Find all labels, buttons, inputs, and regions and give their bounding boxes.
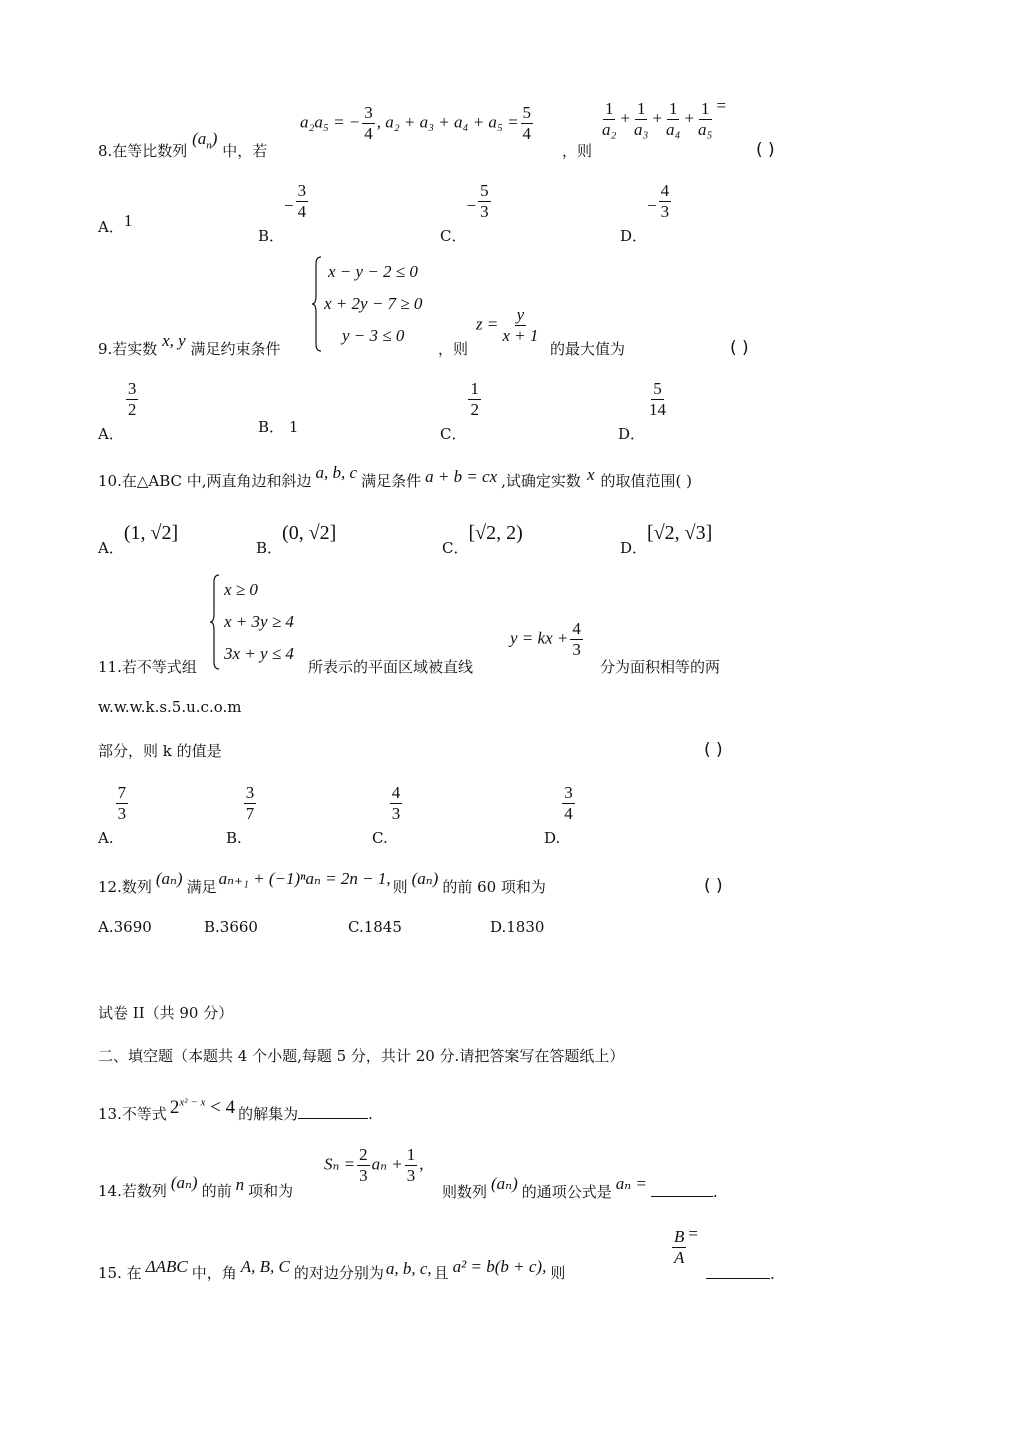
q11-stem-b: 所表示的平面区域被直线 — [308, 658, 474, 676]
q14-seq: (aₙ) — [170, 1173, 198, 1192]
q8-stem-b: 中，若 — [222, 142, 268, 160]
q12-stem: 12.数列 (aₙ) 满足 aₙ₊₁ + (−1)ⁿaₙ = 2n − 1, 则 (aₙ) 的前 60 项和为 — [98, 869, 546, 896]
q12-answer-paren: ( ) — [704, 876, 723, 896]
q9-constraint-3: y − 3 ≤ 0 — [342, 326, 405, 345]
q9-constraint-1: x − y − 2 ≤ 0 — [328, 262, 418, 281]
q14-var-n: n — [235, 1175, 245, 1194]
q8-term-2: $\frac{1}{\text{a₃}}$ — [634, 99, 649, 139]
q11-option-c[interactable]: C. $\frac{4}{3}$ — [372, 783, 401, 848]
q8-cond-frac-1: $\frac{3}{4}$ — [364, 103, 373, 143]
q11-watermark: w.w.w.k.s.5.u.c.o.m — [98, 698, 242, 716]
q15-answer: . — [706, 1262, 775, 1283]
q8-option-d[interactable]: D．− $\frac{4}{3}$ — [620, 181, 670, 246]
q13-inequality: $2^{x^2 - x} < 4$ — [169, 1096, 236, 1118]
q15-angles: A, B, C — [240, 1257, 290, 1276]
q15: 15. 在 ΔABC 中，角 A, B, C 的对边分别为 a, b, c, 且 a² = b(b + c), 则 — [98, 1257, 566, 1282]
q11-constraint-1: x ≥ 0 — [224, 580, 258, 599]
q11-constraint-3: 3x + y ≤ 4 — [224, 644, 294, 663]
q10-option-c[interactable]: C．[√2, 2) — [442, 522, 523, 557]
q8-stem-a: 8.在等比数列 — [98, 142, 188, 160]
q11-constraint-system — [210, 574, 310, 670]
q9-constraint-2: x + 2y − 7 ≥ 0 — [324, 294, 423, 313]
q15-condition: a² = b(b + c), — [452, 1257, 547, 1276]
q10-option-a[interactable]: A．(1, √2] — [98, 522, 179, 557]
q13: 13.不等式 $2^{x^2 - x} < 4$ 的解集为 . — [98, 1096, 373, 1123]
q14: 14.若数列 (aₙ) 的前 n 项和为 — [98, 1173, 294, 1200]
q9-option-d[interactable]: D． $\frac{5}{14}$ — [618, 379, 667, 444]
q12-option-a[interactable]: A.3690 — [98, 918, 152, 936]
q9-answer-paren: ( ) — [730, 338, 749, 358]
q10-vars: a, b, c — [315, 463, 358, 482]
q11-option-a[interactable]: A. $\frac{7}{3}$ — [98, 783, 127, 848]
q14-answer-blank[interactable] — [651, 1180, 713, 1197]
q14-an: aₙ = — [615, 1174, 647, 1193]
q12-seq-2: (aₙ) — [411, 869, 439, 888]
q12-seq: (aₙ) — [155, 869, 183, 888]
q8-cond-frac-2: $\frac{5}{4}$ — [522, 103, 532, 143]
q9-objective: z = $\frac{y}{x + 1}$ — [476, 305, 539, 345]
q8-term-4: $\frac{1}{\text{a₅}}$ — [698, 99, 713, 139]
q9-then: ，则 — [438, 340, 469, 358]
q9-stem: 9.若实数 x, y 满足约束条件 — [98, 331, 281, 358]
q8-seq: $(a_n)$ — [192, 129, 218, 152]
q11-stem-c: 分为面积相等的两 — [600, 658, 721, 676]
q15-triangle: ΔABC — [145, 1257, 188, 1276]
q12-option-d[interactable]: D.1830 — [490, 918, 545, 936]
q9-option-c[interactable]: C． $\frac{1}{2}$ — [440, 379, 479, 444]
q14-tail: 则数列 (aₙ) 的通项公式是 aₙ = . — [442, 1174, 718, 1201]
q8-option-b[interactable]: B．− $\frac{3}{4}$ — [258, 181, 307, 246]
q9-stem-c: 的最大值为 — [550, 340, 626, 358]
q10-option-d[interactable]: D．[√2, √3] — [620, 522, 713, 557]
q8-option-c[interactable]: C．− $\frac{5}{3}$ — [440, 181, 489, 246]
q15-ratio: $\frac{B}{A}$ = — [674, 1224, 698, 1267]
q8-condition: a₂a₅ = − $\frac{3}{4}$ , a₂ + a₃ + a₄ + a₅ = $\frac{5}{4}$ — [300, 103, 532, 143]
q8-reciprocal-sum: $\frac{1}{\text{a₂}}$ + $\frac{1}{\text{a₃}}$ + $\frac{1}{\text{a₄}}$ + $\frac{1}{\text{a₅}}$ = — [602, 96, 727, 139]
q9-vars: x, y — [162, 331, 186, 350]
q13-answer-blank[interactable] — [298, 1102, 368, 1119]
q8-then: ，则 — [562, 142, 593, 160]
q8-stem — [98, 129, 268, 163]
q11-stem-d: 部分，则 k 的值是 — [98, 742, 222, 760]
q11-option-b[interactable]: B. $\frac{3}{7}$ — [226, 783, 255, 848]
q10-var-x: x — [586, 465, 595, 484]
left-brace-icon — [312, 256, 322, 352]
q12-recurrence: aₙ₊₁ + (−1)ⁿaₙ = 2n − 1, — [218, 869, 391, 888]
q15-sides: a, b, c, — [385, 1259, 432, 1278]
q9-constraint-system — [312, 256, 442, 352]
q10-option-b[interactable]: B．(0, √2] — [256, 522, 337, 557]
q11-line: y = kx + $\frac{4}{3}$ — [510, 619, 581, 659]
q14-sum-formula: Sₙ = $\frac{2}{3}$ aₙ + $\frac{1}{3}$ , — [324, 1145, 424, 1185]
q11-answer-paren: ( ) — [704, 740, 723, 760]
q8-answer-paren: ( ) — [756, 140, 775, 160]
q14-seq-2: (aₙ) — [491, 1174, 518, 1193]
left-brace-icon — [210, 574, 220, 670]
q8-term-3: $\frac{1}{\text{a₄}}$ — [666, 99, 681, 139]
q12-option-c[interactable]: C.1845 — [348, 918, 402, 936]
q10-condition: a + b = cx — [425, 467, 498, 486]
section-heading: 二、填空题（本题共 4 个小题,每题 5 分，共计 20 分.请把答案写在答题纸上） — [98, 1047, 625, 1065]
q12-option-b[interactable]: B.3660 — [204, 918, 258, 936]
q11-stem-a: 11.若不等式组 — [98, 658, 197, 676]
q11-option-d[interactable]: D. $\frac{3}{4}$ — [544, 783, 573, 848]
q9-option-a[interactable]: A． $\frac{3}{2}$ — [98, 379, 137, 444]
q8-term-1: $\frac{1}{\text{a₂}}$ — [602, 99, 617, 139]
q10-stem: 10.在△ABC 中,两直角边和斜边 a, b, c 满足条件 a + b = cx ,试确定实数 x 的取值范围( ) — [98, 463, 692, 490]
q15-answer-blank[interactable] — [706, 1262, 770, 1279]
q9-option-b[interactable]: B． 1 — [258, 418, 299, 436]
q11-constraint-2: x + 3y ≥ 4 — [224, 612, 294, 631]
section-title: 试卷 II（共 90 分） — [98, 1004, 234, 1022]
q8-option-a[interactable]: A．1 — [98, 211, 133, 236]
